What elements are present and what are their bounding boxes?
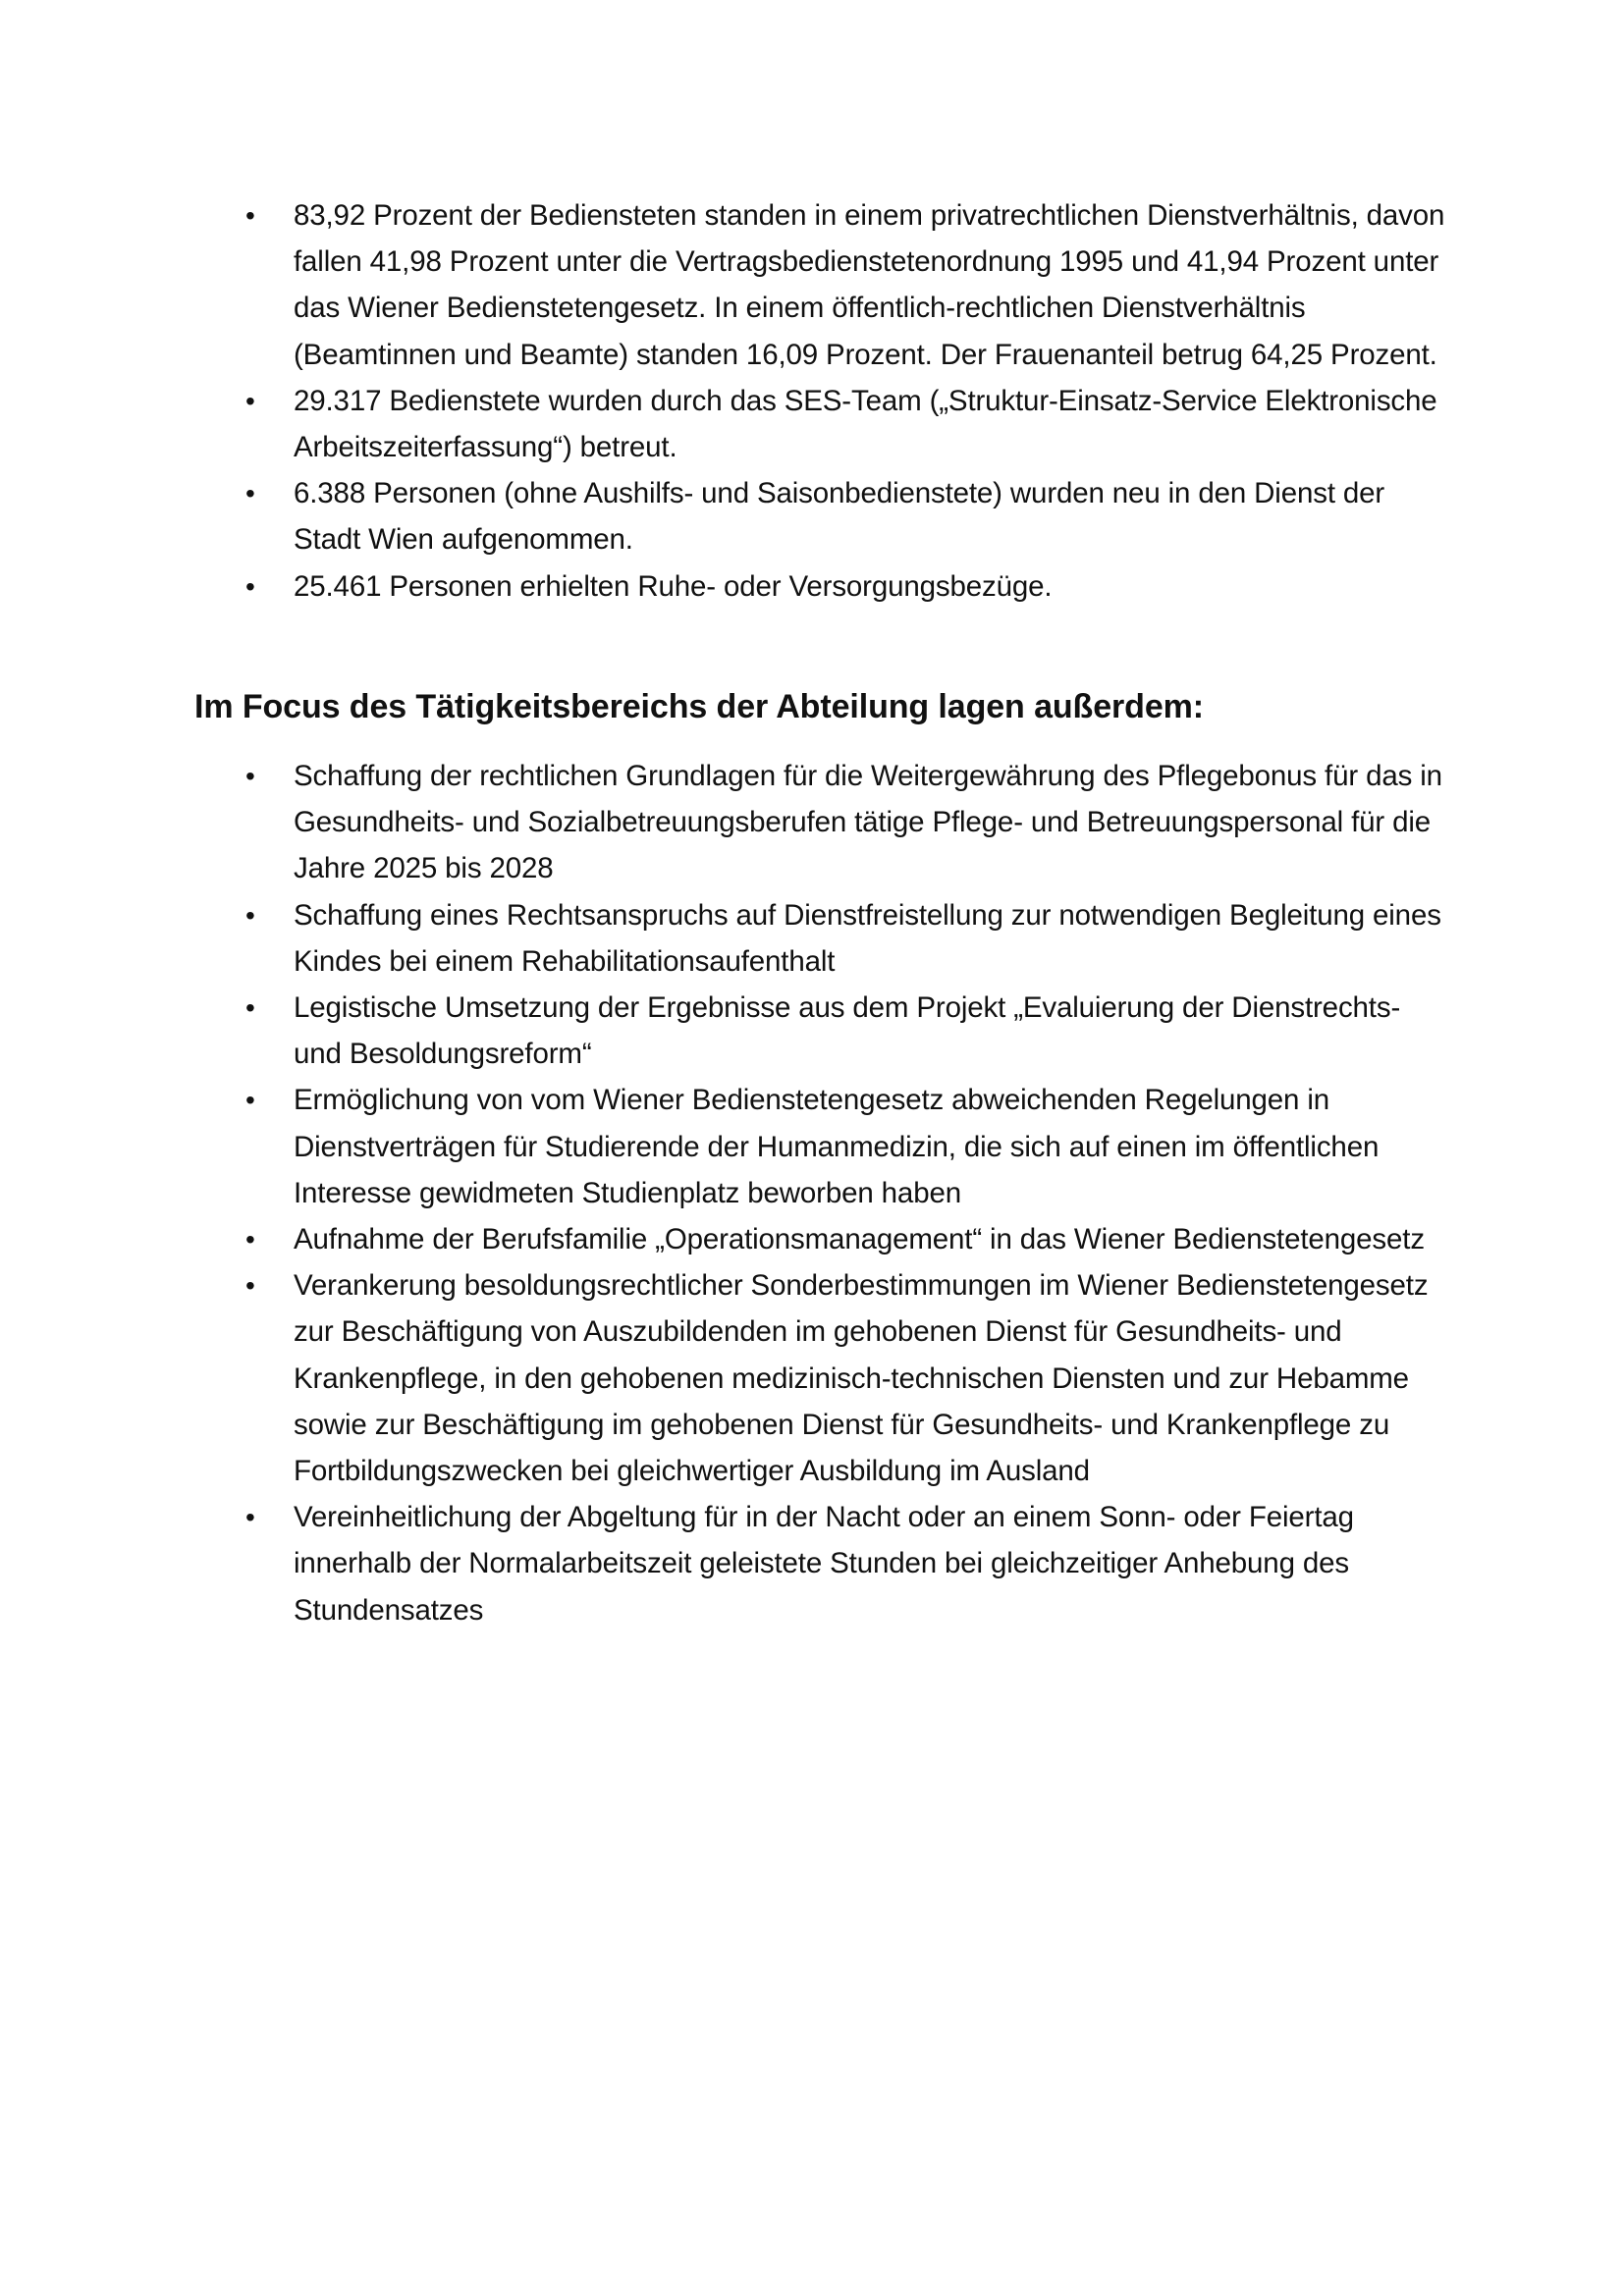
list-item <box>245 892 1453 985</box>
list-item <box>245 1077 1453 1216</box>
bullet-icon: • <box>245 1224 255 1255</box>
bullet-icon: • <box>245 992 255 1024</box>
list-item <box>245 378 1453 470</box>
list-item-text: Vereinheitlichung der Abgeltung für in der Nacht oder an einem Sonn- oder Feiertag innerhalb der Normalarbeitszeit geleistete Stunden bei gleichzeitiger Anhebung des Stundensatzes <box>294 1501 1354 1627</box>
focus-list <box>245 753 1453 1633</box>
list-item-text: Verankerung besoldungsrechtlicher Sonderbestimmungen im Wiener Bedienstetengesetz zur Beschäftigung von Auszubildenden im gehobenen Dienst für Gesundheits- und Krankenpflege, in den gehobenen medizinisch-technischen Diensten und zur Hebamme sowie zur Beschäftigung im gehobenen Dienst für Gesundheits- und Krankenpflege zu Fortbildungszwecken bei gleichwertiger Ausbildung im Ausland <box>294 1269 1429 1488</box>
list-item <box>245 1262 1453 1494</box>
list-item <box>245 470 1453 562</box>
list-item <box>245 985 1453 1077</box>
list-item-text: Aufnahme der Berufsfamilie „Operationsmanagement“ in das Wiener Bedienstetengesetz <box>294 1223 1425 1256</box>
list-item <box>245 192 1453 378</box>
list-item <box>245 753 1453 892</box>
list-item <box>245 563 1453 610</box>
bullet-icon: • <box>245 385 255 416</box>
bullet-icon: • <box>245 200 255 231</box>
bullet-icon: • <box>245 1502 255 1533</box>
section-heading: Im Focus des Tätigkeitsbereichs der Abteilung lagen außerdem: <box>194 688 1204 725</box>
bullet-icon: • <box>245 1085 255 1116</box>
list-item-text: Legistische Umsetzung der Ergebnisse aus dem Projekt „Evaluierung der Dienstrechts- und Besoldungsreform“ <box>294 991 1401 1071</box>
list-item <box>245 1216 1453 1262</box>
list-item-text: 6.388 Personen (ohne Aushilfs- und Saisonbedienstete) wurden neu in den Dienst der Stadt Wien aufgenommen. <box>294 477 1385 557</box>
bullet-icon: • <box>245 899 255 931</box>
list-item-text: Schaffung der rechtlichen Grundlagen für die Weitergewährung des Pflegebonus für das in Gesundheits- und Sozialbetreuungsberufen tätige Pflege- und Betreuungspersonal für die Jahre 2025 bis 2028 <box>294 760 1442 885</box>
list-item <box>245 1494 1453 1633</box>
bullet-icon: • <box>245 1270 255 1302</box>
list-item-text: 29.317 Bedienstete wurden durch das SES-Team („Struktur-Einsatz-Service Elektronische Arbeitszeiterfassung“) betreut. <box>294 384 1437 464</box>
list-item-text: 25.461 Personen erhielten Ruhe- oder Versorgungsbezüge. <box>294 569 1053 603</box>
bullet-icon: • <box>245 570 255 602</box>
bullet-icon: • <box>245 761 255 791</box>
bullet-icon: • <box>245 478 255 509</box>
list-item-text: Schaffung eines Rechtsanspruchs auf Dienstfreistellung zur notwendigen Begleitung eines Kindes bei einem Rehabilitationsaufenthalt <box>294 898 1441 978</box>
list-item-text: 83,92 Prozent der Bediensteten standen in einem privatrechtlichen Dienstverhältnis, davon fallen 41,98 Prozent unter die Vertragsbedienstetenordnung 1995 und 41,94 Prozent unter das Wiener Bedienstetengesetz. In einem öffentlich-rechtlichen Dienstverhältnis (Beamtinnen und Beamte) standen 16,09 Prozent. Der Frauenanteil betrug 64,25 Prozent. <box>294 199 1445 371</box>
statistics-list <box>245 192 1453 610</box>
list-item-text: Ermöglichung von vom Wiener Bedienstetengesetz abweichenden Regelungen in Dienstverträgen für Studierende der Humanmedizin, die sich auf einen im öffentlichen Interesse gewidmeten Studienplatz beworben haben <box>294 1084 1380 1209</box>
